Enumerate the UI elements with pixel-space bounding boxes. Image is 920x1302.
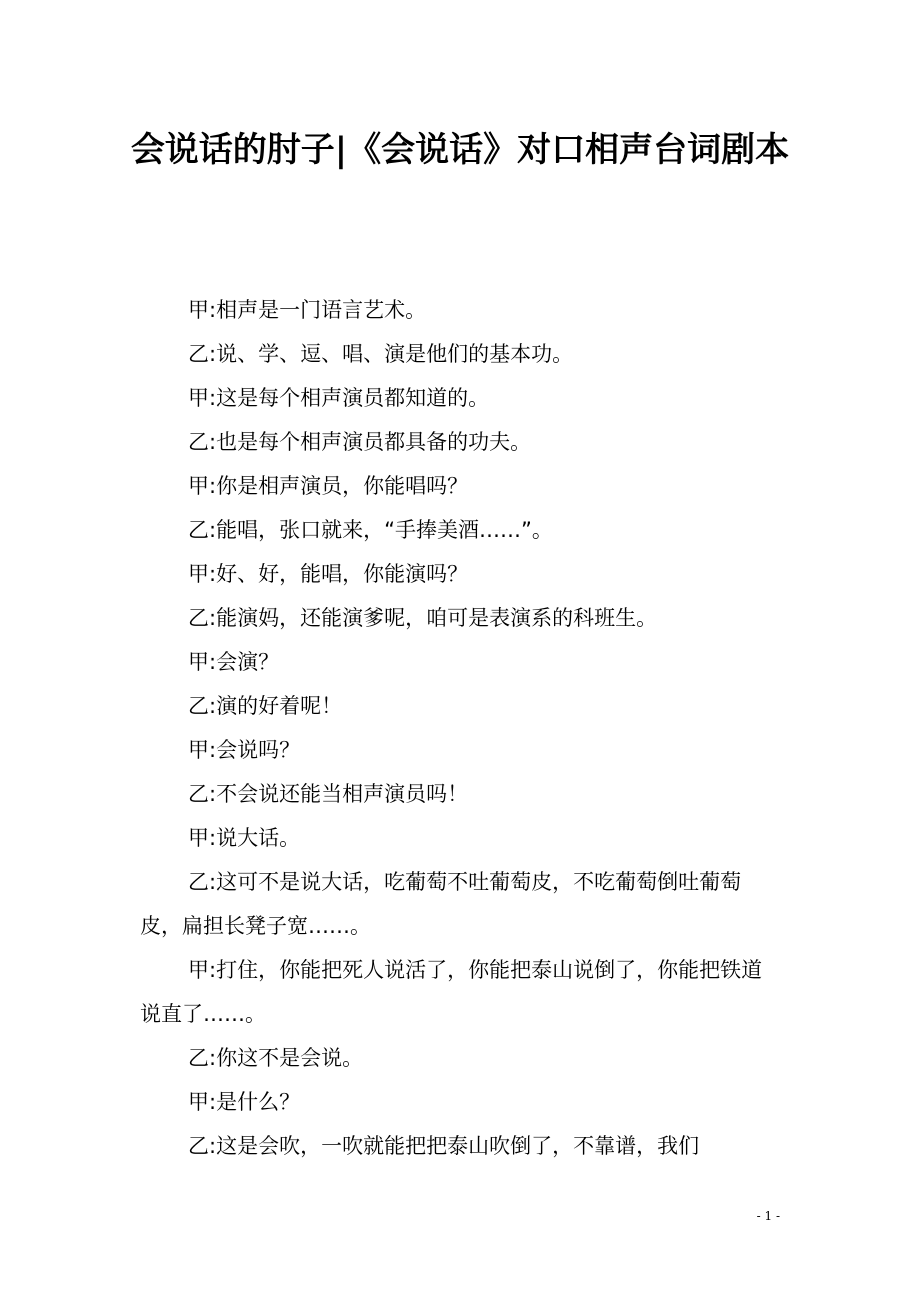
dialogue-line: 乙:你这不是会说。: [188, 1046, 364, 1070]
dialogue-line: 乙:能唱，张口就来，“手捧美酒……”。: [188, 518, 553, 542]
dialogue-line: 甲:你是相声演员，你能唱吗？: [188, 474, 469, 498]
dialogue-line: 甲:相声是一门语言艺术。: [188, 298, 427, 322]
dialogue-line: 乙:说、学、逗、唱、演是他们的基本功。: [188, 342, 574, 366]
dialogue-line: 甲:是什么？: [188, 1090, 301, 1114]
document-title: 会说话的肘子|《会说话》对口相声台词剧本: [130, 130, 790, 170]
dialogue-line: 甲:这是每个相声演员都知道的。: [188, 386, 490, 410]
dialogue-line: 乙:能演妈，还能演爹呢，咱可是表演系的科班生。: [188, 606, 658, 630]
page-number: - 1 -: [756, 1209, 780, 1223]
dialogue-line: 甲:会说吗？: [188, 738, 301, 762]
dialogue-line: 乙:这可不是说大话，吃葡萄不吐葡萄皮，不吃葡萄倒吐葡萄皮，扁担长凳子宽……。: [140, 870, 742, 938]
dialogue-line: 甲:会演？: [188, 650, 280, 674]
dialogue-line: 乙:这是会吹，一吹就能把把泰山吹倒了，不靠谱，我们: [188, 1134, 700, 1158]
dialogue-line: 甲:说大话。: [188, 826, 301, 850]
dialogue-line: 甲:打住，你能把死人说活了，你能把泰山说倒了，你能把铁道说直了……。: [140, 958, 763, 1026]
dialogue-line: 乙:演的好着呢！: [188, 694, 343, 718]
document-body: [140, 288, 780, 1168]
dialogue-line: 乙:也是每个相声演员都具备的功夫。: [188, 430, 532, 454]
dialogue-line: 甲:好、好，能唱，你能演吗？: [188, 562, 469, 586]
dialogue-line: 乙:不会说还能当相声演员吗！: [188, 782, 469, 806]
